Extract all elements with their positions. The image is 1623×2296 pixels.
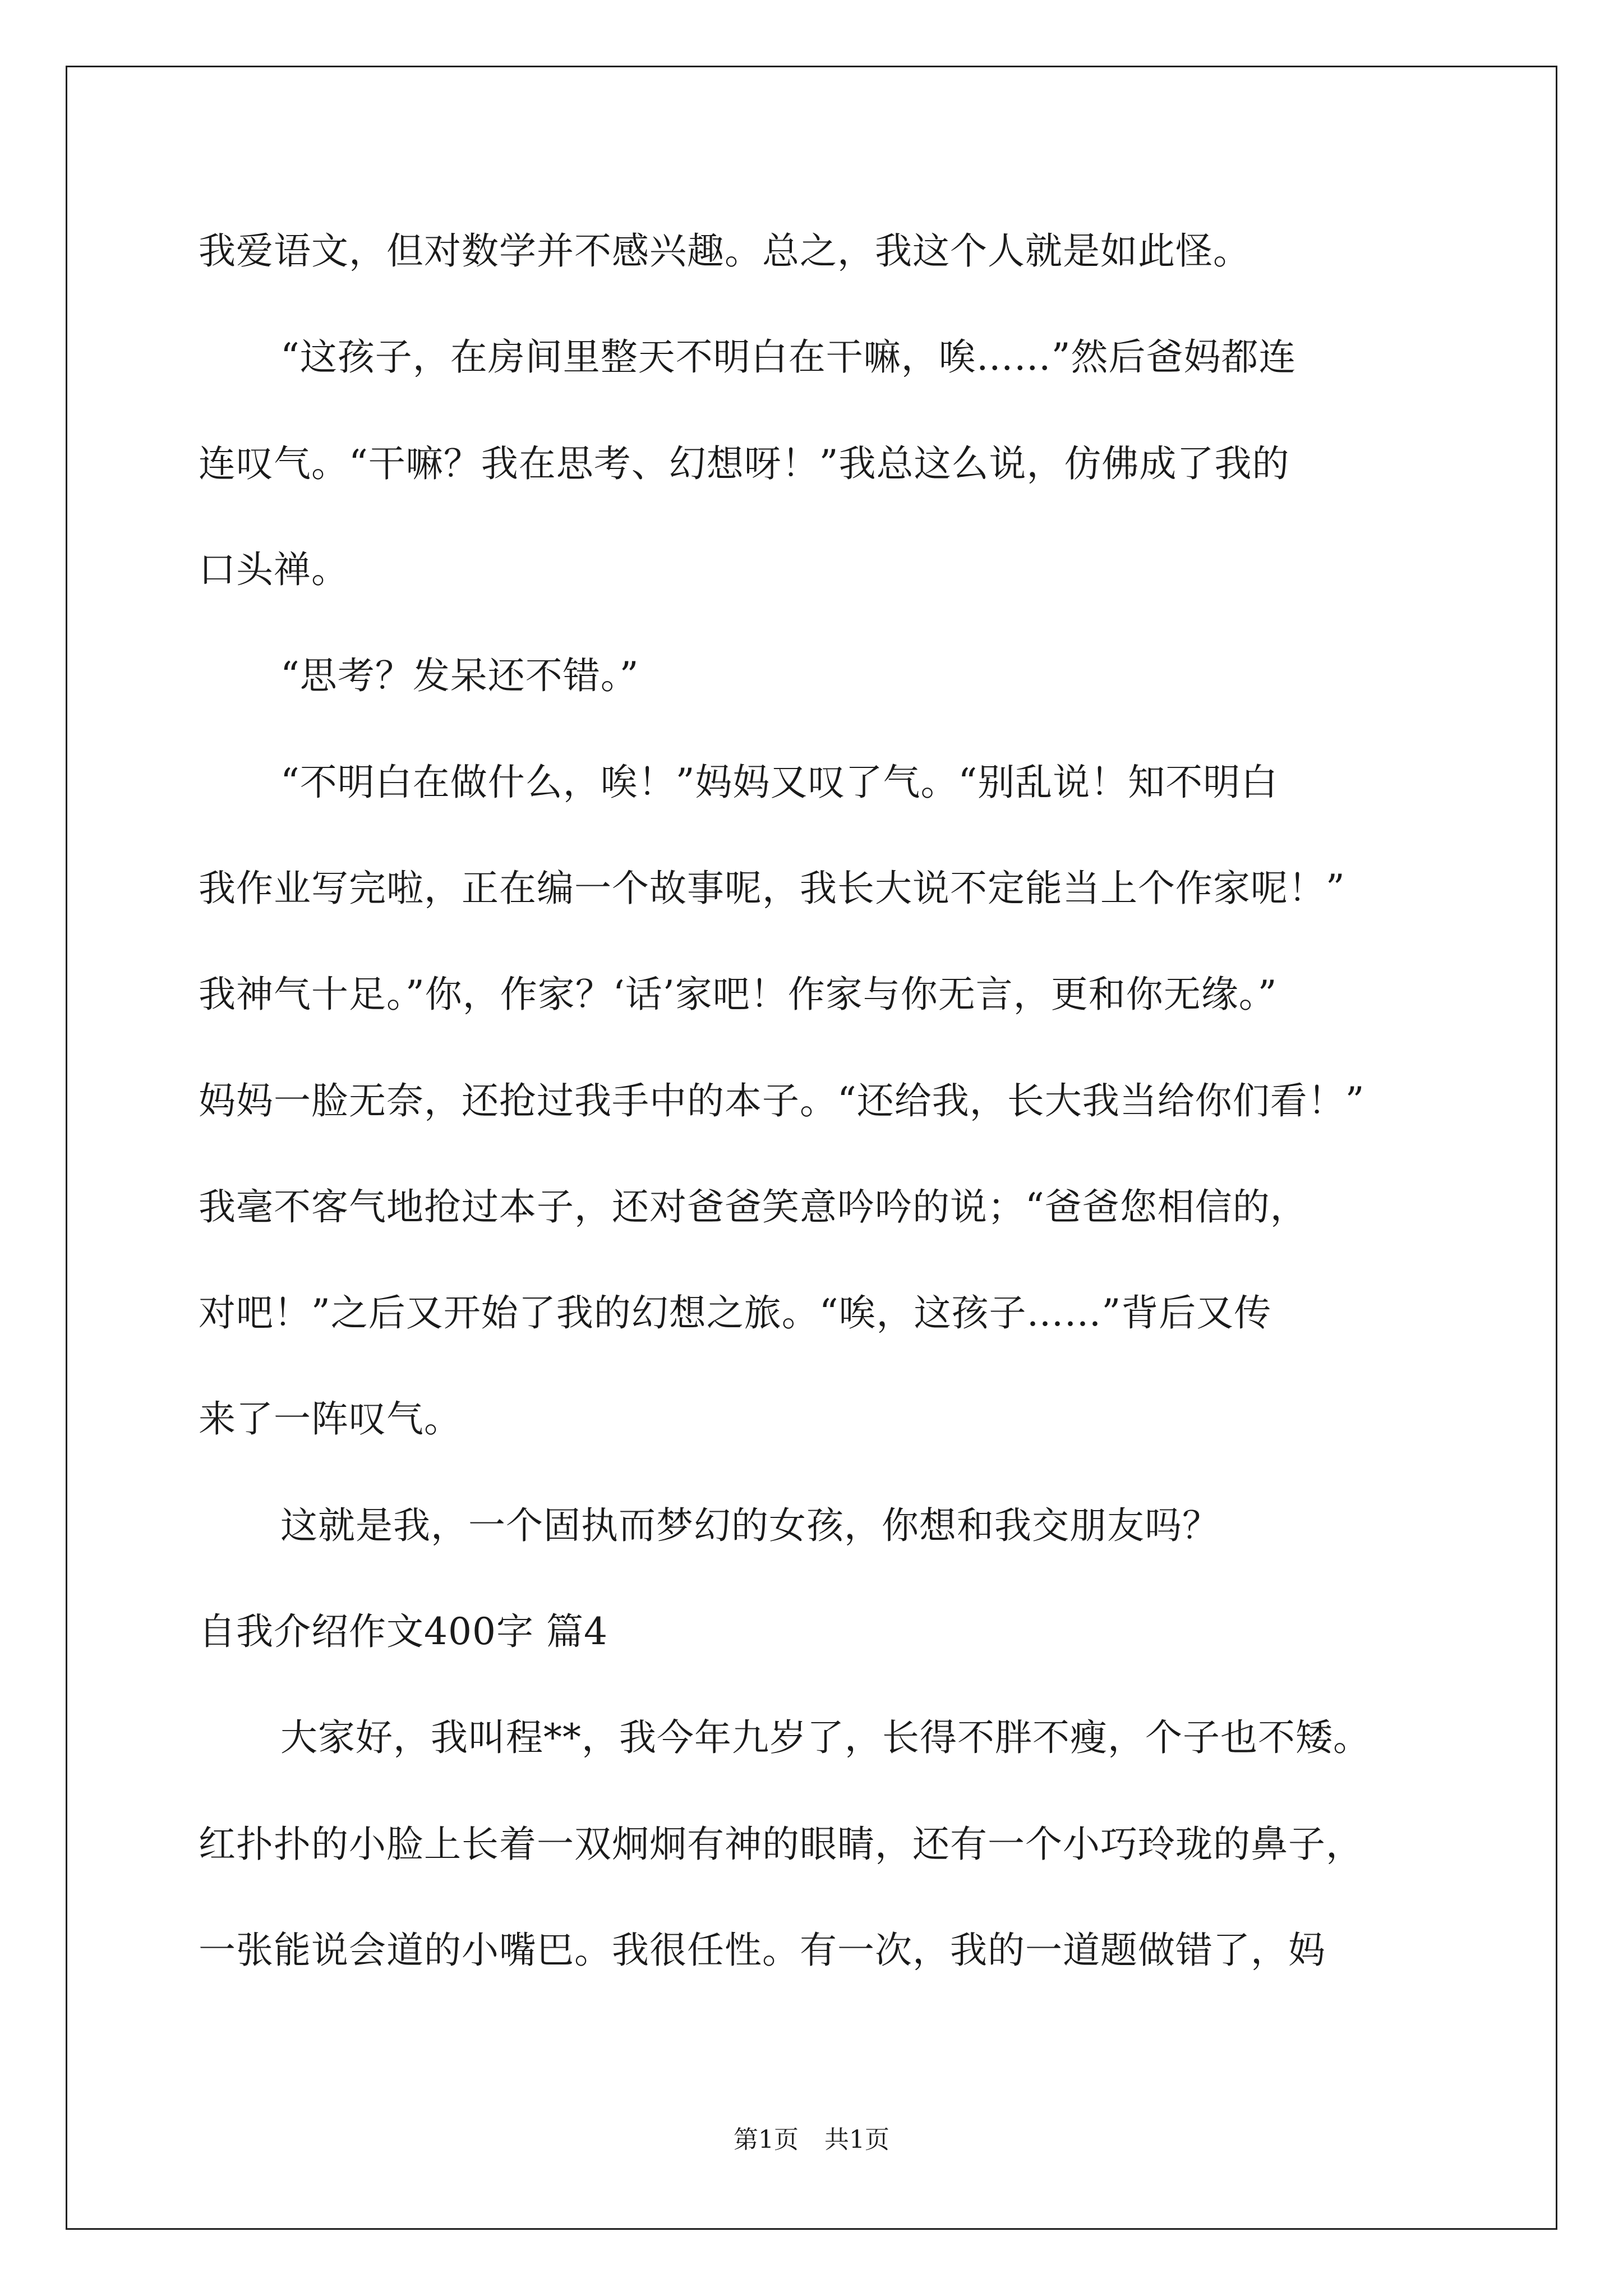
text-line-7: 我作业写完啦，正在编一个故事呢，我长大说不定能当上个作家呢！” — [199, 867, 1345, 910]
text-line-17: 一张能说会道的小嘴巴。我很任性。有一次，我的一道题做错了，妈 — [199, 1929, 1326, 1972]
page-number: 第1页 — [734, 2125, 799, 2154]
text-line-6: “不明白在做什么，唉！”妈妈又叹了气。“别乱说！知不明白 — [280, 761, 1279, 804]
text-line-12: 来了一阵叹气。 — [199, 1397, 462, 1441]
text-line-2: “这孩子，在房间里整天不明白在干嘛，唉……”然后爸妈都连 — [280, 335, 1297, 379]
text-line-15: 大家好，我叫程**，我今年九岁了，长得不胖不瘦，个子也不矮。 — [280, 1716, 1371, 1759]
page-footer — [0, 2124, 1623, 2156]
text-line-5: “思考？发呆还不错。” — [280, 654, 639, 697]
text-line-9: 妈妈一脸无奈，还抢过我手中的本子。“还给我，长大我当给你们看！” — [199, 1079, 1365, 1122]
text-line-16: 红扑扑的小脸上长着一双炯炯有神的眼睛，还有一个小巧玲珑的鼻子， — [199, 1823, 1363, 1866]
text-line-13: 这就是我，一个固执而梦幻的女孩，你想和我交朋友吗？ — [280, 1504, 1220, 1547]
text-line-4: 口头禅。 — [199, 548, 349, 591]
text-line-10: 我毫不客气地抢过本子，还对爸爸笑意吟吟的说；“爸爸您相信的， — [199, 1185, 1308, 1228]
text-line-1: 我爱语文，但对数学并不感兴趣。总之，我这个人就是如此怪。 — [199, 229, 1251, 273]
text-line-11: 对吧！”之后又开始了我的幻想之旅。“唉，这孩子……”背后又传 — [199, 1291, 1272, 1335]
page-border — [66, 66, 1557, 2230]
text-line-3: 连叹气。“干嘛？我在思考、幻想呀！”我总这么说，仿佛成了我的 — [199, 442, 1290, 485]
text-line-8: 我神气十足。”你，作家？‘话’家吧！作家与你无言，更和你无缘。” — [199, 973, 1278, 1016]
section-heading: 自我介绍作文400字 篇4 — [199, 1610, 608, 1653]
page-total: 共1页 — [824, 2125, 889, 2154]
